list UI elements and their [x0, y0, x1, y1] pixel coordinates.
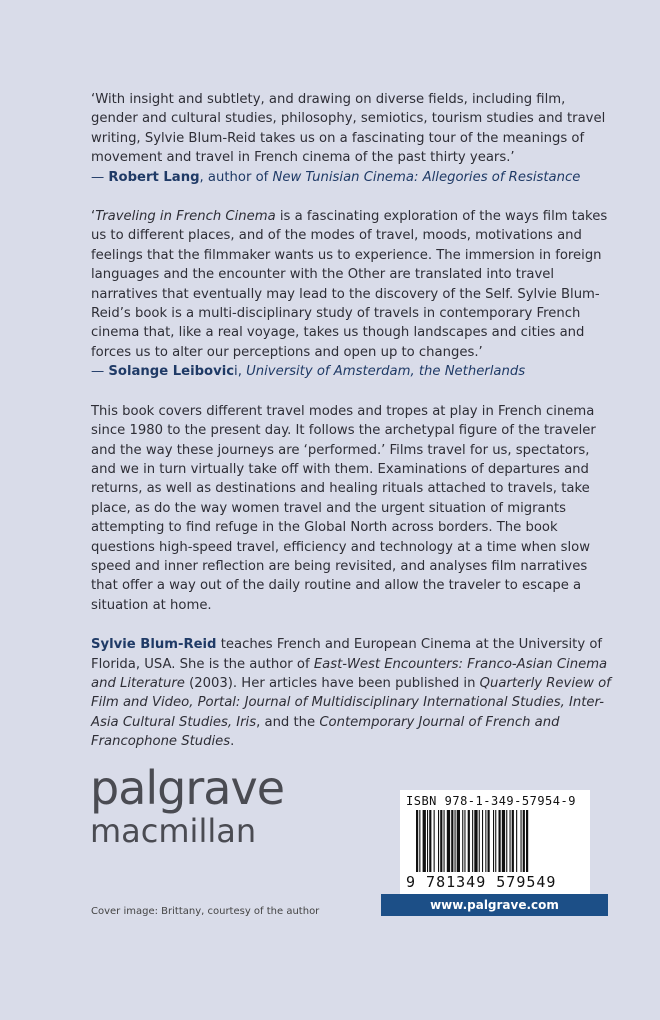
publisher-logo-line2: macmillan	[90, 812, 257, 850]
barcode-bar	[526, 810, 528, 872]
barcode-bar	[499, 810, 501, 872]
barcode-bar	[427, 810, 428, 872]
barcode-bar	[474, 810, 477, 872]
barcode-bar	[457, 810, 460, 872]
quote-leibovici-attribution: — Solange Leibovici, University of Amsterdam, the Netherlands	[91, 364, 526, 380]
author-name: Sylvie Blum-Reid	[91, 637, 217, 653]
author-bio	[91, 635, 611, 751]
barcode-bar	[512, 810, 514, 872]
barcode-bar	[423, 810, 426, 872]
author-journals: Quarterly Review of Film and Video, Portal: Journal of Multidisciplinary International Studies, Inter-Asia Cultural Studies, Iris	[91, 675, 611, 730]
barcode-bar	[416, 810, 418, 872]
author-bio-text: Sylvie Blum-Reid teaches French and European Cinema at the University of Florida, USA. She is the author of East-West Encounters: Franco-Asian Cinema and Literature (2003). Her articles have been published in Quarterly Review of Film and Video, Portal: Journal of Multidisciplinary International Studies, Inter-Asia Cultural Studies, Iris, and the Contemporary Journal of French and Francophone Studies.	[91, 637, 611, 750]
barcode-bar	[444, 810, 445, 872]
author-book: East-West Encounters: Franco-Asian Cinema and Literature	[91, 656, 608, 691]
ean-digits: 9 781349 579549	[406, 873, 557, 891]
book-description-text: This book covers different travel modes and tropes at play in French cinema since 1980 to the present day. It follows the archetypal figure of the traveler and the way these journeys are ‘performed.’ Films travel for us, spectators, and we in turn virtually take off with them. Examinations of departures and returns, as well as destinations and healing rituals attached to travels, take place, as do the way women travel and the urgent situation of migrants attempting to find refuge in the Global North across borders. The book questions high-speed travel, efficiency and technology at a time when slow speed and inner reflection are being revisited, and analyses film narratives that offer a way out of the daily routine and allow the traveler to escape a situation at home.	[91, 403, 596, 613]
barcode-bar	[510, 810, 511, 872]
barcode-bar	[468, 810, 470, 872]
barcode-bar	[434, 810, 435, 872]
barcode-bar	[451, 810, 453, 872]
back-cover-text	[91, 90, 611, 772]
barcode-bar	[447, 810, 450, 872]
barcode-bar	[440, 810, 442, 872]
quote-leibovici-name: Solange Leibovic	[108, 364, 235, 380]
quote-lang-work: New Tunisian Cinema: Allegories of Resistance	[272, 169, 581, 185]
barcode-bar	[485, 810, 486, 872]
barcode-bars	[406, 810, 584, 872]
publisher-url[interactable]: www.palgrave.com	[381, 894, 608, 916]
quote-leibovici-affiliation: University of Amsterdam, the Netherlands	[246, 364, 526, 380]
barcode-bar	[462, 810, 463, 872]
quote-leibovici	[91, 207, 611, 382]
barcode-bar	[523, 810, 525, 872]
barcode-bar	[419, 810, 420, 872]
barcode-bar	[479, 810, 480, 872]
barcode-bar	[493, 810, 494, 872]
isbn-label: ISBN 978-1-349-57954-9	[406, 794, 576, 808]
barcode-bar	[482, 810, 483, 872]
publisher-logo-line1: palgrave	[90, 761, 284, 815]
author-journal-last: Contemporary Journal of French and Francophone Studies	[91, 714, 560, 750]
barcode-bar	[495, 810, 496, 872]
barcode-bar	[506, 810, 507, 872]
book-description	[91, 402, 611, 615]
barcode-bar	[464, 810, 465, 872]
quote-lang	[91, 90, 611, 187]
cover-credit: Cover image: Brittany, courtesy of the author	[91, 906, 320, 917]
barcode-bar	[472, 810, 473, 872]
barcode-bar	[502, 810, 505, 872]
quote-lang-attribution: — Robert Lang, author of New Tunisian Cinema: Allegories of Resistance	[91, 169, 581, 185]
quote-lang-name: Robert Lang	[108, 169, 200, 185]
barcode-bar	[488, 810, 490, 872]
barcode-bar	[438, 810, 439, 872]
book-title: Traveling in French Cinema	[95, 209, 276, 225]
barcode-bar	[429, 810, 431, 872]
publisher-logo	[90, 761, 284, 850]
barcode	[400, 790, 590, 894]
quote-lang-text: ‘With insight and subtlety, and drawing on diverse fields, including film, gender and cultural studies, philosophy, semiotics, tourism studies and travel writing, Sylvie Blum-Reid takes us on a fascinating tour of the meanings of movement and travel in French cinema of the past thirty years.’	[91, 92, 606, 166]
barcode-bar	[516, 810, 517, 872]
quote-leibovici-text: ‘Traveling in French Cinema is a fascinating exploration of the ways film takes us to different places, and of the modes of travel, moods, motivations and feelings that the filmmaker wants us to experience. The immersion in foreign languages and the encounter with the Other are translated into travel narratives that eventually may lead to the discovery of the Self. Sylvie Blum-Reid’s book is a multi-disciplinary study of travels in contemporary French cinema that, like a real voyage, takes us though landscapes and cities and forces us to alter our perceptions and open up to changes.’	[91, 209, 608, 360]
barcode-bar	[455, 810, 456, 872]
barcode-bar	[521, 810, 522, 872]
